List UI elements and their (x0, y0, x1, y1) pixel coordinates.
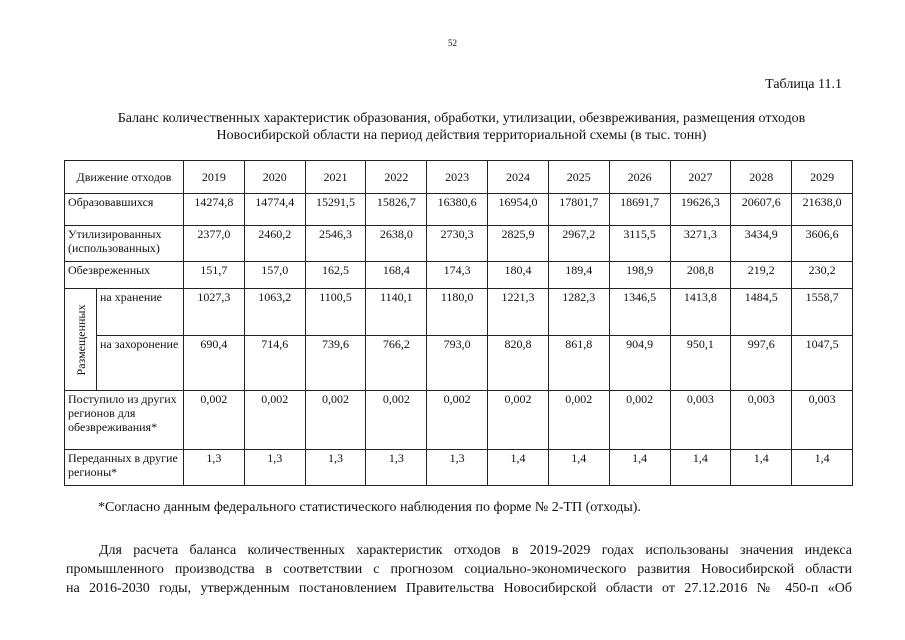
table-cell: 19626,3 (670, 194, 731, 226)
table-cell: 2730,3 (427, 226, 488, 262)
table-cell: 2825,9 (488, 226, 549, 262)
table-cell: 1,4 (792, 450, 853, 486)
table-cell: 1,3 (305, 450, 366, 486)
table-cell: 162,5 (305, 262, 366, 289)
table-cell: 1140,1 (366, 289, 427, 336)
table-cell: 1484,5 (731, 289, 792, 336)
table-cell: 3434,9 (731, 226, 792, 262)
table-row (65, 450, 853, 486)
row-label-obrazov: Образовавшихся (65, 194, 184, 226)
row-label-postupilo: Поступило из других регионов для обезвреживания* (65, 391, 184, 450)
table-cell: 0,003 (792, 391, 853, 450)
table-cell: 14274,8 (184, 194, 245, 226)
header-label: Движение отходов (65, 161, 184, 194)
waste-balance-table (64, 160, 853, 486)
table-cell: 1282,3 (548, 289, 609, 336)
table-cell: 157,0 (244, 262, 305, 289)
table-cell: 0,003 (731, 391, 792, 450)
table-cell: 0,002 (184, 391, 245, 450)
table-cell: 3606,6 (792, 226, 853, 262)
table-cell: 0,002 (427, 391, 488, 450)
paragraph-line: Для расчета баланса количественных характеристик отходов в 2019-2029 годах использованы значения индекса (99, 543, 852, 558)
table-cell: 1,4 (488, 450, 549, 486)
header-year: 2029 (792, 161, 853, 194)
page-number: 52 (448, 38, 457, 48)
table-cell: 189,4 (548, 262, 609, 289)
table-cell: 15291,5 (305, 194, 366, 226)
table-cell: 219,2 (731, 262, 792, 289)
table-row (65, 226, 853, 262)
table-cell: 3115,5 (609, 226, 670, 262)
table-cell: 904,9 (609, 336, 670, 391)
table-cell: 1,4 (731, 450, 792, 486)
header-year: 2024 (488, 161, 549, 194)
table-row (65, 289, 853, 336)
table-cell: 1180,0 (427, 289, 488, 336)
row-label-hranenie: на хранение (97, 289, 184, 336)
table-cell: 1,4 (609, 450, 670, 486)
table-cell: 1558,7 (792, 289, 853, 336)
row-label-obezvr: Обезвреженных (65, 262, 184, 289)
table-row (65, 262, 853, 289)
table-cell: 3271,3 (670, 226, 731, 262)
table-cell: 1047,5 (792, 336, 853, 391)
table-cell: 0,002 (548, 391, 609, 450)
table-cell: 1,3 (366, 450, 427, 486)
table-cell: 1027,3 (184, 289, 245, 336)
table-cell: 15826,7 (366, 194, 427, 226)
row-group-razmesh (65, 289, 97, 391)
body-paragraph (66, 541, 852, 598)
paragraph-line: на 2016-2030 годы, утвержденным постановлением Правительства Новосибирской области от 27.12.2016 № 450-п «Об (66, 581, 852, 596)
table-cell: 16954,0 (488, 194, 549, 226)
table-cell: 17801,7 (548, 194, 609, 226)
table-row (65, 194, 853, 226)
table-cell: 0,002 (366, 391, 427, 450)
table-cell: 21638,0 (792, 194, 853, 226)
header-year: 2023 (427, 161, 488, 194)
table-cell: 151,7 (184, 262, 245, 289)
table-cell: 2638,0 (366, 226, 427, 262)
table-label: Таблица 11.1 (765, 77, 842, 92)
table-cell: 1,3 (244, 450, 305, 486)
table-cell: 208,8 (670, 262, 731, 289)
table-cell: 16380,6 (427, 194, 488, 226)
table-row (65, 391, 853, 450)
table-cell: 0,002 (305, 391, 366, 450)
table-cell: 168,4 (366, 262, 427, 289)
table-cell: 174,3 (427, 262, 488, 289)
header-year: 2020 (244, 161, 305, 194)
table-header-row (65, 161, 853, 194)
table-cell: 0,002 (609, 391, 670, 450)
table-cell: 739,6 (305, 336, 366, 391)
table-cell: 2967,2 (548, 226, 609, 262)
table-cell: 20607,6 (731, 194, 792, 226)
table-cell: 0,002 (488, 391, 549, 450)
row-label-zahoronenie: на захоронение (97, 336, 184, 391)
table-cell: 1100,5 (305, 289, 366, 336)
paragraph-line: промышленного производства в соответствии с прогнозом социально-экономического развития Новосибирской области (66, 562, 852, 577)
header-year: 2026 (609, 161, 670, 194)
header-year: 2025 (548, 161, 609, 194)
table-cell: 1413,8 (670, 289, 731, 336)
header-year: 2027 (670, 161, 731, 194)
row-label-peredano: Переданных в другие регионы* (65, 450, 184, 486)
table-cell: 198,9 (609, 262, 670, 289)
table-cell: 997,6 (731, 336, 792, 391)
table-cell: 1346,5 (609, 289, 670, 336)
table-cell: 230,2 (792, 262, 853, 289)
table-footnote: *Согласно данным федерального статистического наблюдения по форме № 2-ТП (отходы). (98, 500, 641, 515)
table-cell: 180,4 (488, 262, 549, 289)
table-cell: 950,1 (670, 336, 731, 391)
table-cell: 1221,3 (488, 289, 549, 336)
table-cell: 714,6 (244, 336, 305, 391)
table-caption (70, 110, 853, 144)
table-cell: 18691,7 (609, 194, 670, 226)
caption-line-2: Новосибирской области на период действия территориальной схемы (в тыс. тонн) (216, 128, 707, 143)
table-cell: 14774,4 (244, 194, 305, 226)
table-cell: 0,002 (244, 391, 305, 450)
table-cell: 793,0 (427, 336, 488, 391)
caption-line-1: Баланс количественных характеристик образования, обработки, утилизации, обезвреживания, размещения отходов (117, 111, 806, 126)
table-cell: 0,003 (670, 391, 731, 450)
table-cell: 1,3 (184, 450, 245, 486)
header-year: 2019 (184, 161, 245, 194)
table-cell: 766,2 (366, 336, 427, 391)
row-group-label: Размещенных (73, 304, 88, 375)
table-cell: 1,4 (670, 450, 731, 486)
header-year: 2022 (366, 161, 427, 194)
table-cell: 1,4 (548, 450, 609, 486)
header-year: 2021 (305, 161, 366, 194)
table-cell: 2377,0 (184, 226, 245, 262)
table-cell: 2546,3 (305, 226, 366, 262)
table-cell: 2460,2 (244, 226, 305, 262)
row-label-utiliz: Утилизированных (использованных) (65, 226, 184, 262)
table-cell: 690,4 (184, 336, 245, 391)
table-cell: 1063,2 (244, 289, 305, 336)
table-cell: 1,3 (427, 450, 488, 486)
table-row (65, 336, 853, 391)
table-cell: 861,8 (548, 336, 609, 391)
header-year: 2028 (731, 161, 792, 194)
table-cell: 820,8 (488, 336, 549, 391)
